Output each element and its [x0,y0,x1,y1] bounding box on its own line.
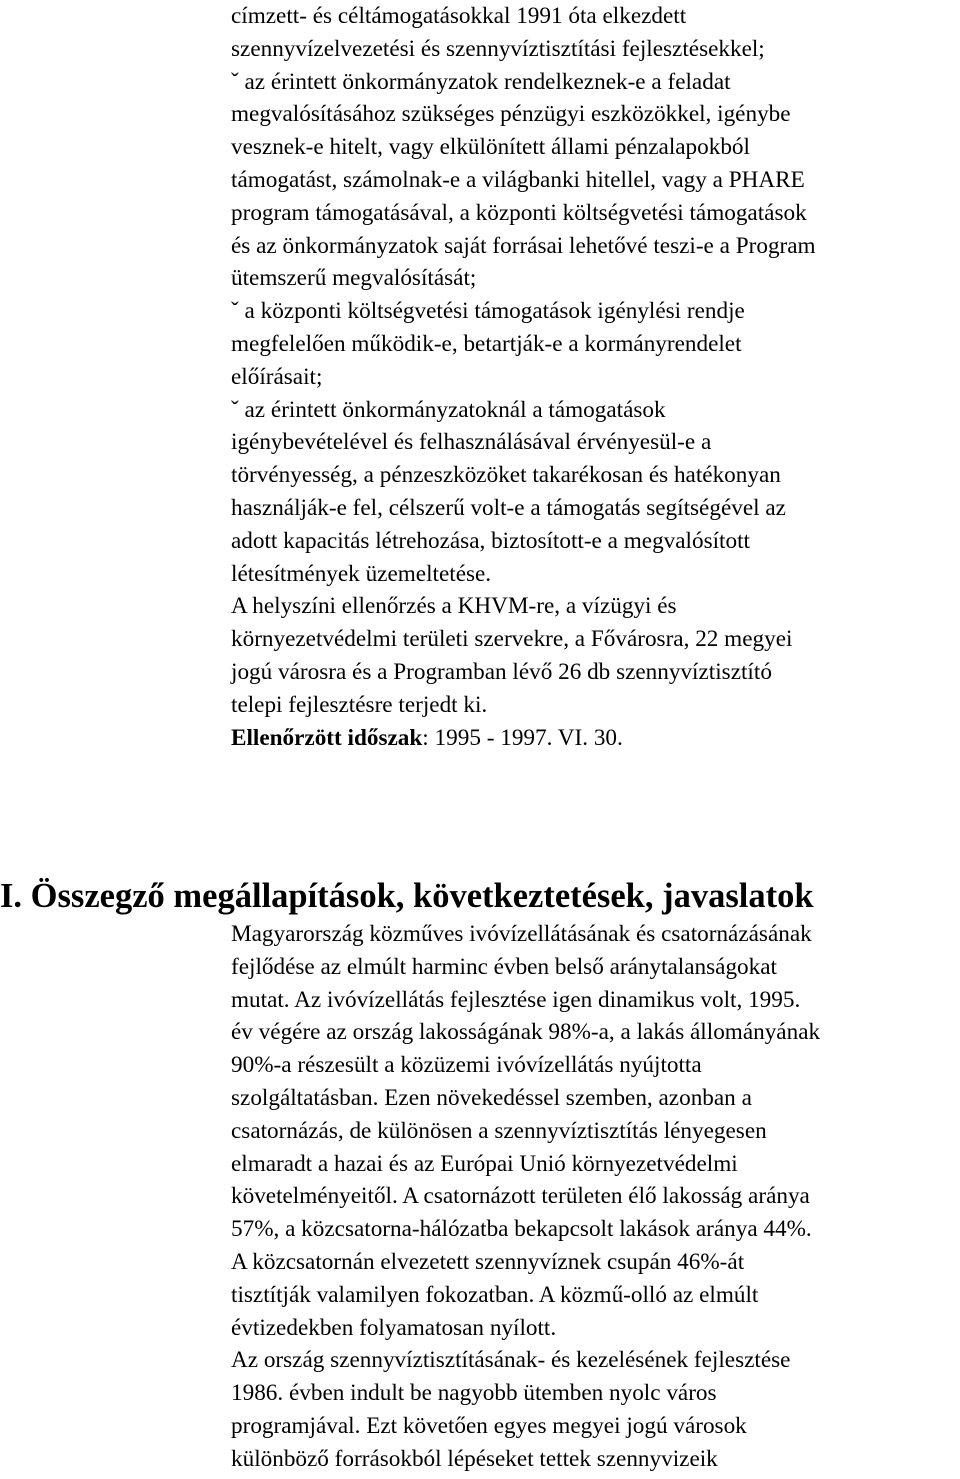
text-line: különböző forrásokból lépéseket tettek szennyvizeik [231,1445,718,1472]
audit-period-line [231,722,960,755]
text-line: mutat. Az ivóvízellátás fejlesztése igen dinamikus volt, 1995. [231,986,801,1013]
text-line: környezetvédelmi területi szervekre, a Fővárosra, 22 megyei [231,626,793,653]
text-line: fejlődése az elmúlt harminc évben belső aránytalanságokat [231,953,777,980]
section-heading: I. Összegző megállapítások, következtetések, javaslatok [0,877,814,915]
text-line: ˇ az érintett önkormányzatoknál a támogatások [231,396,666,423]
text-line: A közcsatornán elvezetett szennyvíznek csupán 46%-át [231,1248,745,1275]
text-line: szolgáltatásban. Ezen növekedéssel szemben, azonban a [231,1084,752,1111]
text-line: támogatást, számolnak-e a világbanki hitellel, vagy a PHARE [231,166,805,193]
text-line: telepi fejlesztésre terjedt ki. [231,691,488,718]
text-line: 90%-a részesült a közüzemi ivóvízellátás nyújtotta [231,1052,702,1079]
text-line: előírásait; [231,363,323,390]
text-line: Magyarország közműves ivóvízellátásának és csatornázásának [231,921,812,947]
audit-period-label: Ellenőrzött időszak [231,724,423,751]
text-line: program támogatásával, a központi költségvetési támogatások [231,199,807,226]
text-line: adott kapacitás létrehozása, biztosított-e a megvalósított [231,527,750,554]
audit-period-value: : 1995 - 1997. VI. 30. [422,724,623,751]
text-line: 57%, a közcsatorna-hálózatba bekapcsolt lakások aránya 44%. [231,1216,812,1243]
text-line: 1986. évben indult be nagyobb ütemben nyolc város [231,1380,717,1407]
text-line: ˇ a központi költségvetési támogatások igénylési rendje [231,298,745,325]
text-line: megfelelően működik-e, betartják-e a kormányrendelet [231,330,742,357]
audit-scope-text [231,0,960,754]
text-line: követelményeitől. A csatornázott területen élő lakosság aránya [231,1183,810,1210]
text-line: vesznek-e hitelt, vagy elkülönített állami pénzalapokból [231,134,750,161]
text-line: elmaradt a hazai és az Európai Unió környezetvédelmi [231,1150,738,1177]
text-line: programjával. Ezt követően egyes megyei jogú városok [231,1412,747,1439]
summary-text [231,918,960,1476]
text-line: ˇ az érintett önkormányzatok rendelkeznek-e a feladat [231,68,731,95]
text-line: címzett- és céltámogatásokkal 1991 óta elkezdett [231,3,687,29]
text-line: év végére az ország lakosságának 98%-a, a lakás állományának [231,1019,821,1046]
text-line: igénybevételével és felhasználásával érvényesül-e a [231,429,712,456]
text-line: csatornázás, de különösen a szennyvíztisztítás lényegesen [231,1117,767,1144]
text-line: Az ország szennyvíztisztításának- és kezelésének fejlesztése [231,1347,791,1374]
text-line: A helyszíni ellenőrzés a KHVM-re, a vízügyi és [231,593,677,620]
text-line: megvalósításához szükséges pénzügyi eszközökkel, igénybe [231,101,791,128]
text-line: törvényesség, a pénzeszközöket takarékosan és hatékonyan [231,462,781,489]
text-line: ütemszerű megvalósítását; [231,265,477,292]
text-line: és az önkormányzatok saját forrásai lehetővé teszi-e a Program [231,232,816,259]
text-line: szennyvízelvezetési és szennyvíztisztítási fejlesztésekkel; [231,35,765,62]
text-line: évtizedekben folyamatosan nyílott. [231,1314,557,1341]
text-line: használják-e fel, célszerű volt-e a támogatás segítségével az [231,494,786,521]
text-line: létesítmények üzemeltetése. [231,560,492,587]
text-line: jogú városra és a Programban lévő 26 db szennyvíztisztító [231,658,772,685]
text-line: tisztítják valamilyen fokozatban. A közmű-olló az elmúlt [231,1281,759,1308]
